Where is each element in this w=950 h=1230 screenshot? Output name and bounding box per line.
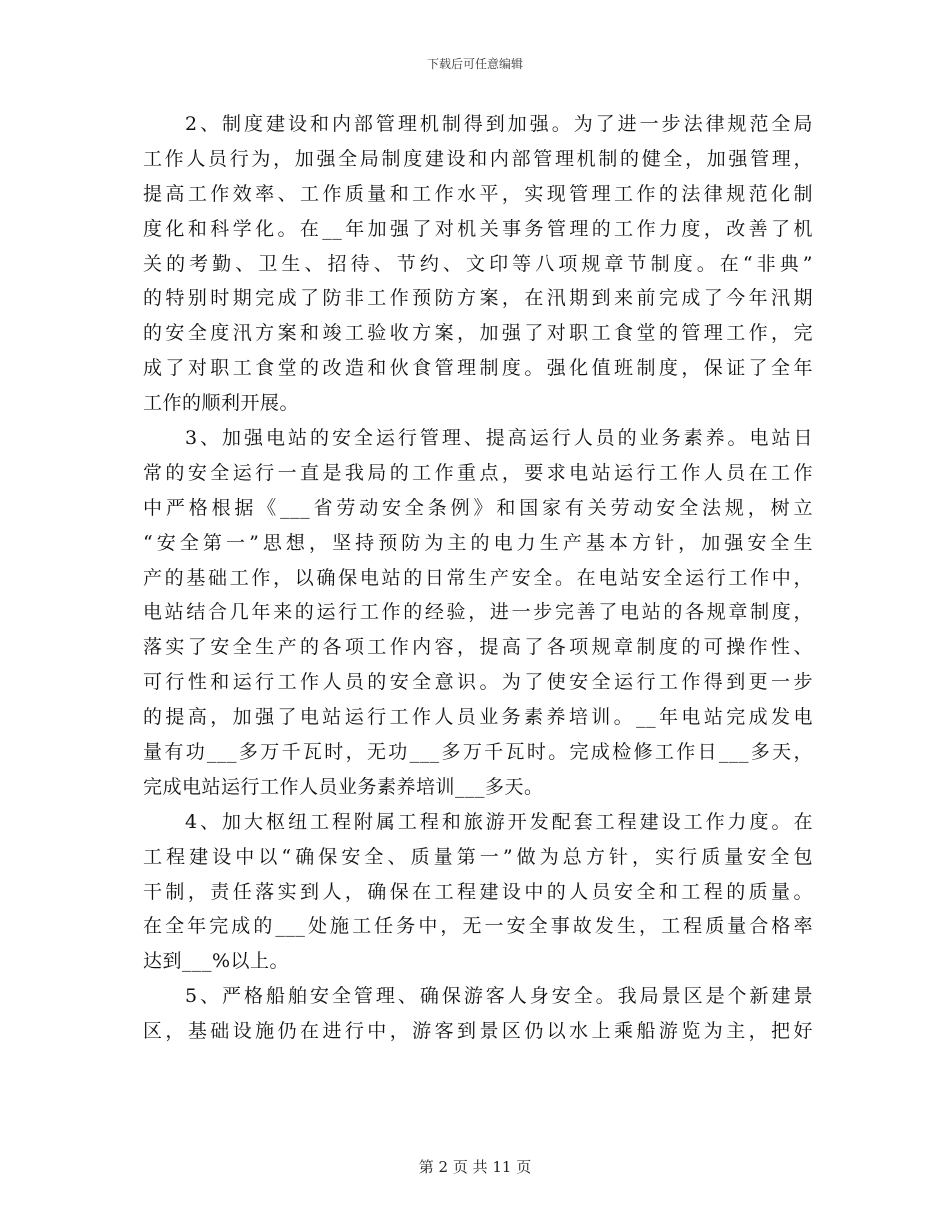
- text-line: 工作的顺利开展。: [143, 392, 300, 415]
- page-number: 第 2 页 共 11 页: [418, 1158, 532, 1176]
- text-line: 完成电站运行工作人员业务素养培训___多天。: [143, 775, 544, 798]
- text-line: 的安全度汛方案和竣工验收方案，加强了对职工食堂的管理工作，完: [143, 322, 813, 345]
- text-line: 落实了安全生产的各项工作内容，提高了各项规章制度的可操作性、: [143, 636, 813, 659]
- text-line: 提高工作效率、工作质量和工作水平，实现管理工作的法律规范化制: [143, 182, 813, 205]
- text-line: 产的基础工作，以确保电站的日常生产安全。在电站安全运行工作中，: [143, 566, 813, 589]
- text-line: 度化和科学化。在__年加强了对机关事务管理的工作力度，改善了机: [143, 217, 813, 240]
- text-line: 关的考勤、卫生、招待、节约、文印等八项规章节制度。在“非典”: [143, 252, 813, 275]
- text-line: 达到___%以上。: [143, 950, 290, 973]
- page-header: 下载后可任意编辑: [426, 57, 523, 71]
- text-line: 可行性和运行工作人员的安全意识。为了使安全运行工作得到更一步: [143, 671, 813, 694]
- text-line: 4、加大枢纽工程附属工程和旅游开发配套工程建设工作力度。在: [185, 810, 813, 833]
- text-line: 量有功___多万千瓦时，无功___多万千瓦时。完成检修工作日___多天，: [143, 741, 813, 764]
- text-line: 3、加强电站的安全运行管理、提高运行人员的业务素养。电站日: [185, 427, 813, 450]
- text-line: 干制，责任落实到人，确保在工程建设中的人员安全和工程的质量。: [143, 880, 813, 903]
- text-line: 常的安全运行一直是我局的工作重点，要求电站运行工作人员在工作: [143, 461, 813, 484]
- text-line: 区，基础设施仍在进行中，游客到景区仍以水上乘船游览为主，把好: [143, 1020, 813, 1043]
- text-line: 5、严格船舶安全管理、确保游客人身安全。我局景区是个新建景: [185, 985, 813, 1008]
- text-line: “安全第一”思想，坚持预防为主的电力生产基本方针，加强安全生: [143, 531, 813, 554]
- text-line: 的特别时期完成了防非工作预防方案，在汛期到来前完成了今年汛期: [143, 287, 813, 310]
- text-line: 工作人员行为，加强全局制度建设和内部管理机制的健全，加强管理，: [143, 147, 813, 170]
- text-line: 成了对职工食堂的改造和伙食管理制度。强化值班制度，保证了全年: [143, 357, 813, 380]
- document-body: [143, 107, 813, 1049]
- text-line: 2、制度建设和内部管理机制得到加强。为了进一步法律规范全局: [185, 113, 813, 135]
- text-line: 在全年完成的___处施工任务中，无一安全事故发生，工程质量合格率: [143, 915, 813, 938]
- text-line: 工程建设中以“确保安全、质量第一”做为总方针，实行质量安全包: [143, 845, 813, 868]
- text-line: 的提高，加强了电站运行工作人员业务素养培训。__年电站完成发电: [143, 706, 813, 729]
- text-line: 中严格根据《___省劳动安全条例》和国家有关劳动安全法规，树立: [143, 496, 813, 519]
- text-line: 电站结合几年来的运行工作的经验，进一步完善了电站的各规章制度，: [143, 601, 813, 624]
